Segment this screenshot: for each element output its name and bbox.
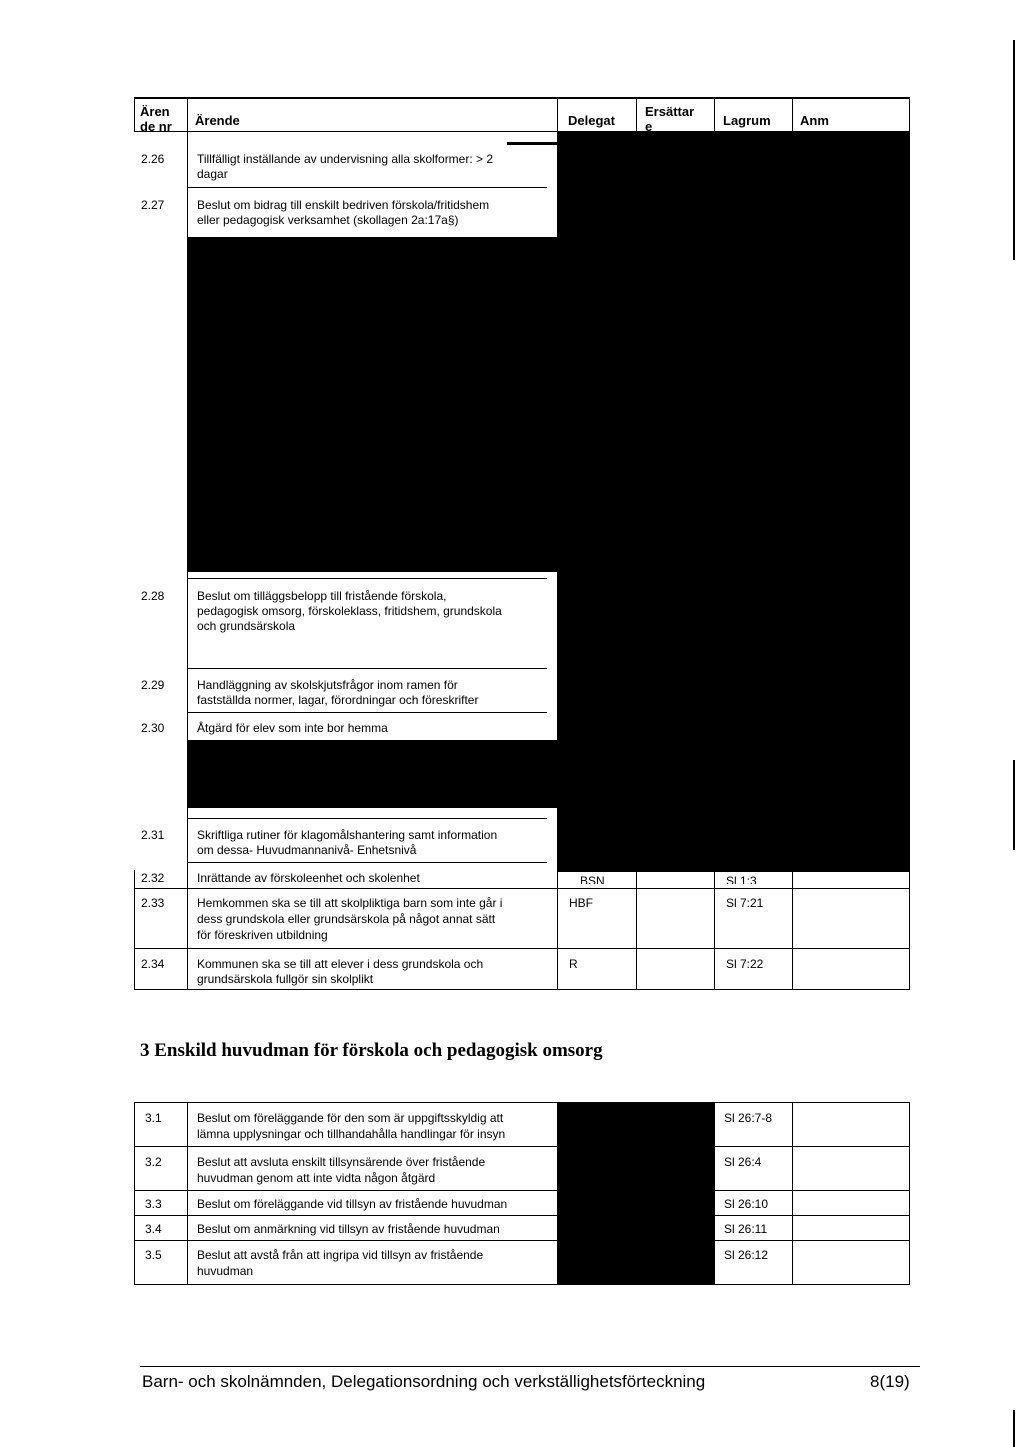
redacted-block-section3 [557,1103,714,1285]
row-separator [187,712,547,713]
col-divider [909,870,910,990]
row-separator [187,578,547,579]
header-col-nr-line1: Ären [140,104,170,119]
row-separator [134,1190,910,1191]
header-col-arende: Ärende [195,113,240,128]
header-col-nr-line2: de nr [140,119,172,131]
row-text: huvudman genom att inte vidta någon åtgärd [197,1171,436,1185]
row-nr: 2.26 [141,152,165,166]
row-lagrum: Sl 26:12 [724,1248,769,1262]
scan-edge-mark [1013,40,1015,260]
col-divider [134,1102,135,1285]
header-divider [909,97,910,132]
row-lagrum: Sl 7:21 [726,896,764,910]
header-col-ersattare-line1: Ersättar [645,104,695,119]
header-divider [714,97,715,132]
table-top-border [134,1102,910,1103]
row-separator [134,1240,910,1241]
row-separator [134,948,910,949]
row-nr: 2.28 [141,589,165,603]
redacted-block-230 [187,740,557,808]
row-separator [134,888,910,889]
header-divider [636,97,637,132]
row-nr: 2.32 [141,871,165,885]
row-nr: 2.27 [141,198,165,212]
row-text: om dessa- Huvudmannanivå- Enhetsnivå [197,843,417,857]
col-divider [714,1102,715,1285]
row-lagrum: Sl 7:22 [726,957,764,971]
row-nr: 3.2 [145,1155,162,1169]
header-divider [134,97,135,132]
row-nr: 3.3 [145,1197,162,1211]
col-divider [187,1102,188,1285]
redacted-block-right [557,132,910,870]
row-lagrum: Sl 26:7-8 [724,1111,773,1125]
redaction-cut [557,862,910,872]
col-divider [134,870,135,990]
table-bottom-border [134,989,910,990]
footer-title: Barn- och skolnämnden, Delegationsordning och verkställighetsförteckning [142,1372,706,1391]
header-col-ersattare-line2: e [645,119,653,131]
row-text: Beslut om föreläggande för den som är uppgiftsskyldig att [197,1111,504,1125]
row-nr: 2.33 [141,896,165,910]
section-heading: 3 Enskild huvudman för förskola och pedagogisk omsorg [140,1040,603,1061]
row-text: Beslut om föreläggande vid tillsyn av fristående huvudman [197,1197,508,1211]
row-nr: 3.1 [145,1111,162,1125]
header-col-lagrum: Lagrum [723,113,771,128]
row-text: Beslut att avsluta enskilt tillsynsärende över fristående [197,1155,486,1169]
row-delegat: HBF [569,896,593,910]
table-bottom-border [134,1284,910,1285]
row-lagrum: Sl 26:10 [724,1197,769,1211]
col-divider [636,870,637,990]
col-divider [557,870,558,990]
row-lagrum: Sl 26:11 [724,1222,768,1236]
redaction-mark [507,142,557,145]
row-text: huvudman [197,1264,254,1278]
row-nr: 2.34 [141,957,165,971]
row-text: Beslut om bidrag till enskilt bedriven förskola/fritidshem [197,198,490,212]
page-number: 8(19) [870,1372,910,1391]
row-nr: 3.4 [145,1222,162,1236]
row-delegat: BSN [580,874,605,884]
header-col-anm: Anm [800,113,829,128]
row-text: Handläggning av skolskjutsfrågor inom ramen för [197,678,458,692]
row-text: och grundsärskola [197,619,296,633]
row-text: Skriftliga rutiner för klagomålshantering samt information [197,828,498,842]
row-lagrum: Sl 26:4 [724,1155,762,1169]
row-text: Åtgärd för elev som inte bor hemma [197,721,388,735]
row-text: Kommunen ska se till att elever i dess grundskola och [197,957,484,971]
header-divider [187,97,188,132]
row-nr: 2.29 [141,678,165,692]
header-divider [792,97,793,132]
row-text: Hemkommen ska se till att skolpliktiga barn som inte går i [197,896,503,910]
row-delegat: R [569,957,578,971]
row-text: pedagogisk omsorg, förskoleklass, fritidshem, grundskola [197,604,502,618]
row-nr: 2.30 [141,721,165,735]
row-nr: 2.31 [141,828,165,842]
row-separator [134,1146,910,1147]
col-divider [792,1102,793,1285]
scan-edge-mark [1013,760,1015,850]
redacted-block-middle [187,237,557,572]
row-nr: 3.5 [145,1248,162,1262]
row-text: eller pedagogisk verksamhet (skollagen 2a:17a§) [197,213,459,227]
footer-rule [140,1366,920,1367]
row-lagrum: Sl 1:3 [726,874,757,884]
row-text: Inrättande av förskoleenhet och skolenhet [197,871,420,885]
row-text: grundsärskola fullgör sin skolplikt [197,972,374,986]
col-divider [792,870,793,990]
row-text: fastställda normer, lagar, förordningar och föreskrifter [197,693,479,707]
header-col-delegat: Delegat [568,113,615,128]
row-text: dess grundskola eller grundsärskola på något annat sätt [197,912,496,926]
row-text: Beslut om tilläggsbelopp till fristående förskola, [197,589,447,603]
table-top-border [134,97,910,99]
header-divider [557,97,558,132]
row-separator [187,668,547,669]
row-separator [134,1215,910,1216]
row-separator [187,187,547,188]
row-text: lämna upplysningar och tillhandahålla handlingar för insyn [197,1127,506,1141]
row-text: Beslut om anmärkning vid tillsyn av fristående huvudman [197,1222,500,1236]
row-text: dagar [197,167,228,181]
row-text: Beslut att avstå från att ingripa vid tillsyn av fristående [197,1248,484,1262]
row-text: Tillfälligt inställande av undervisning alla skolformer: > 2 [197,152,494,166]
row-text: för föreskriven utbildning [197,928,328,942]
row-separator [187,818,547,819]
row-separator [187,862,547,863]
col-divider [909,1102,910,1285]
scan-edge-mark [1013,1410,1015,1447]
col-divider [714,870,715,990]
